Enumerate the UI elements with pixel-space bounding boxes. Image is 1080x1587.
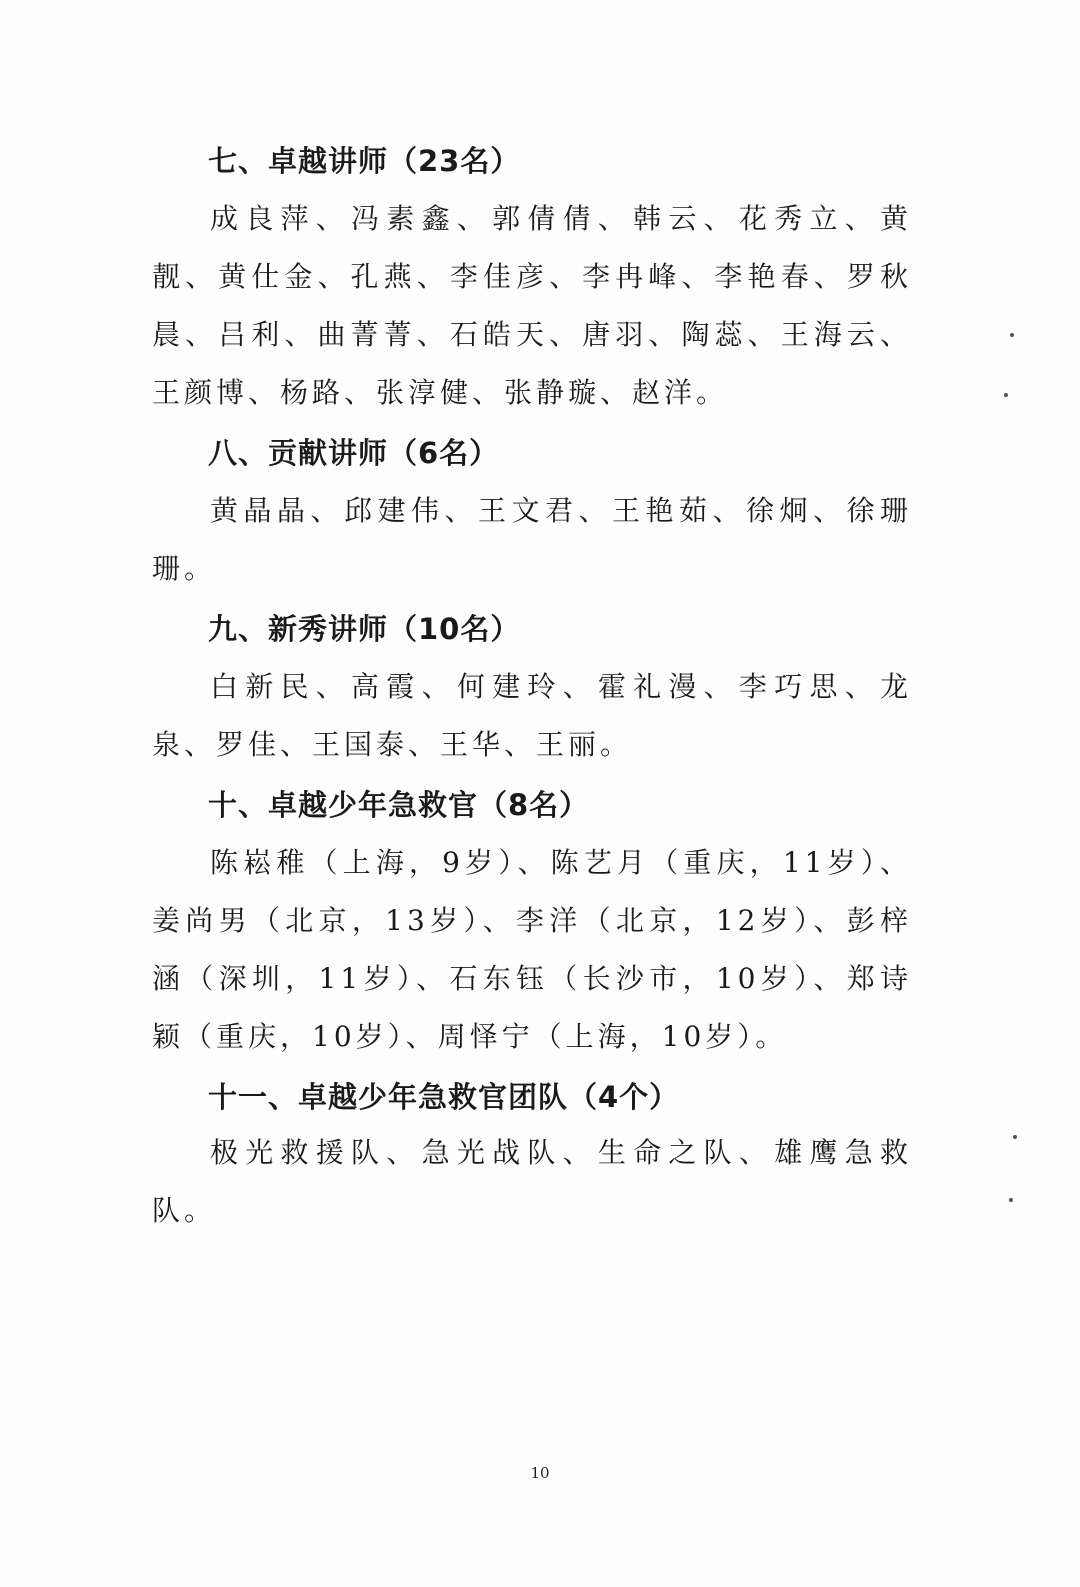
document-content	[152, 138, 912, 1248]
section-body-excellent-lecturers: 成良萍、冯素鑫、郭倩倩、韩云、花秀立、黄靓、黄仕金、孔燕、李佳彦、李冉峰、李艳春、罗秋晨、吕利、曲菁菁、石皓天、唐羽、陶蕊、王海云、王颜博、杨路、张淳健、张静璇、赵洋。	[152, 202, 912, 409]
section-body-youth-first-aid-teams: 极光救援队、急光战队、生命之队、雄鹰急救队。	[152, 1136, 912, 1227]
scan-speck	[1013, 1135, 1017, 1139]
section-heading-contribution-lecturers: 八、贡献讲师（6名）	[208, 436, 500, 470]
section-body-rookie-lecturers: 白新民、高霞、何建玲、霍礼漫、李巧思、龙泉、罗佳、王国泰、王华、王丽。	[152, 670, 912, 761]
scan-speck	[1004, 393, 1008, 397]
section-heading-youth-first-aid-teams: 十一、卓越少年急救官团队（4个）	[208, 1080, 680, 1114]
section-heading-rookie-lecturers: 九、新秀讲师（10名）	[208, 612, 521, 646]
section-body-youth-first-aid-officers: 陈崧稚（上海，9岁）、陈艺月（重庆，11岁）、姜尚男（北京，13岁）、李洋（北京，12岁）、彭梓涵（深圳，11岁）、石东钰（长沙市，10岁）、郑诗颖（重庆，10岁）、周怿宁（上海，10岁）。	[152, 846, 912, 1053]
section-heading-youth-first-aid-officers: 十、卓越少年急救官（8名）	[208, 788, 590, 822]
page-number: 10	[530, 1464, 550, 1482]
scan-speck	[1010, 333, 1014, 337]
section-body-contribution-lecturers: 黄晶晶、邱建伟、王文君、王艳茹、徐炯、徐珊珊。	[152, 494, 912, 585]
scan-speck	[1009, 1198, 1013, 1202]
section-heading-excellent-lecturers: 七、卓越讲师（23名）	[208, 144, 521, 178]
